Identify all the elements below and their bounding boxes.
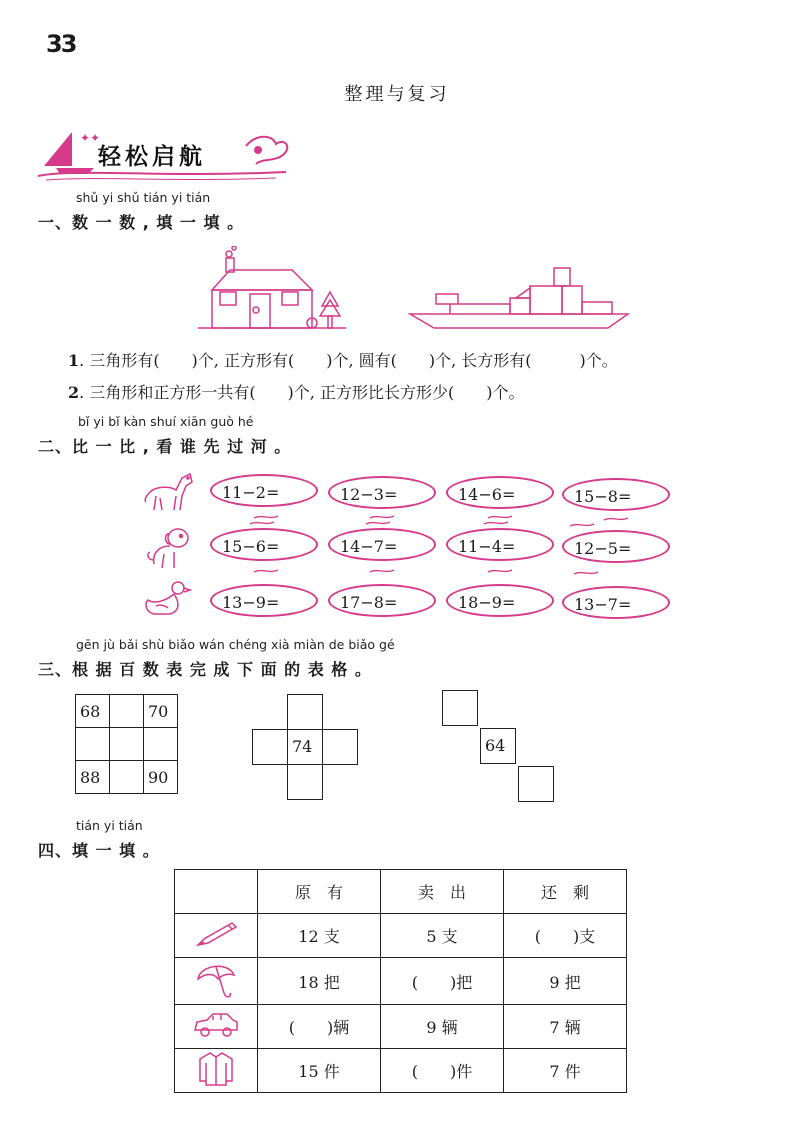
grid-cell: 88 (76, 761, 110, 794)
question-2: 2. 三角形和正方形一共有( )个, 正方形比长方形少( )个。 (68, 383, 525, 402)
cross-grid (252, 694, 358, 800)
section2-heading: 二、比 一 比 , 看 谁 先 过 河 。 (38, 437, 292, 456)
section-banner (36, 128, 296, 184)
question-1: 1. 三角形有( )个, 正方形有( )个, 圆有( )个, 长方形有( )个。 (68, 351, 618, 370)
grid-cell[interactable] (110, 761, 144, 794)
pencil-icon (175, 914, 258, 958)
fill-in-table (174, 869, 627, 1093)
blank-spacer (480, 764, 484, 800)
equation-r1c2: 12−3= (328, 476, 436, 509)
water-ripples (210, 474, 680, 624)
table-cell: 5 支 (381, 914, 504, 958)
table-header (175, 870, 258, 914)
grid-cell[interactable] (287, 764, 323, 800)
equation-rows (210, 474, 680, 624)
grid-cell[interactable] (287, 694, 323, 730)
equation-r2c1: 15−6= (210, 528, 318, 561)
duck-icon (142, 578, 194, 618)
section1-heading: 一、数 一 数 , 填 一 填 。 (38, 213, 245, 232)
grid-cell: 70 (144, 695, 178, 728)
section4-heading: 四、填 一 填 。 (38, 841, 160, 860)
table-row (175, 958, 627, 1005)
stair-grid (442, 690, 558, 804)
page-number: 33 (46, 30, 76, 58)
banner-text: 轻松启航 (98, 144, 206, 170)
table-cell[interactable]: ( )支 (504, 914, 627, 958)
section3-pinyin: gēn jù bǎi shù biǎo wán chéng xià miàn de biǎo gé (76, 637, 395, 652)
page-title: 整理与复习 (344, 84, 450, 105)
grid-cell[interactable] (252, 729, 288, 765)
table-cell: 15 件 (258, 1049, 381, 1093)
house-figure (196, 246, 356, 334)
table-cell: 18 把 (258, 958, 381, 1005)
equation-r1c3: 14−6= (446, 476, 554, 509)
grid-cell[interactable] (322, 729, 358, 765)
equation-r2c3: 11−4= (446, 528, 554, 561)
table-cell: 9 把 (504, 958, 627, 1005)
table-header: 卖 出 (381, 870, 504, 914)
table-row (175, 1005, 627, 1049)
table-header-row (175, 870, 627, 914)
ship-figure (406, 262, 636, 332)
table-cell: 7 辆 (504, 1005, 627, 1049)
equation-r1c1: 11−2= (210, 474, 318, 507)
table-cell: 9 辆 (381, 1005, 504, 1049)
umbrella-icon (175, 958, 258, 1005)
table-header: 还 剩 (504, 870, 627, 914)
equation-r2c4: 12−5= (562, 530, 670, 563)
equation-r3c1: 13−9= (210, 584, 318, 617)
car-icon (175, 1005, 258, 1049)
table-cell[interactable]: ( )件 (381, 1049, 504, 1093)
section4-pinyin: tián yi tián (76, 818, 143, 833)
equation-r2c2: 14−7= (328, 528, 436, 561)
grid-cell: 74 (287, 729, 323, 765)
grid-cell: 64 (480, 728, 516, 764)
table-row (175, 914, 627, 958)
equation-r3c4: 13−7= (562, 586, 670, 619)
table-cell: 12 支 (258, 914, 381, 958)
grid-cell[interactable] (442, 690, 478, 726)
grid-cell: 68 (76, 695, 110, 728)
grid-cell[interactable] (518, 766, 554, 802)
equation-r3c3: 18−9= (446, 584, 554, 617)
grid-cell[interactable] (110, 728, 144, 761)
dog-icon (144, 524, 196, 572)
table-cell[interactable]: ( )辆 (258, 1005, 381, 1049)
section2-pinyin: bǐ yi bǐ kàn shuí xiān guò hé (78, 414, 254, 429)
section1-pinyin: shǔ yi shǔ tián yi tián (76, 190, 211, 205)
jacket-icon (175, 1049, 258, 1093)
grid-cell[interactable] (76, 728, 110, 761)
blank-spacer (480, 690, 516, 726)
section3-heading: 三、根 据 百 数 表 完 成 下 面 的 表 格 。 (38, 660, 372, 679)
table-cell[interactable]: ( )把 (381, 958, 504, 1005)
grid-cell: 90 (144, 761, 178, 794)
table-cell: 7 件 (504, 1049, 627, 1093)
svg-text:✦✦: ✦✦ (80, 131, 101, 145)
table-row (175, 1049, 627, 1093)
equation-r3c2: 17−8= (328, 584, 436, 617)
grid-cell[interactable] (110, 695, 144, 728)
equation-r1c4: 15−8= (562, 478, 670, 511)
horse-icon (142, 470, 198, 516)
hundred-grid-3x3 (75, 694, 178, 794)
grid-cell[interactable] (144, 728, 178, 761)
table-header: 原 有 (258, 870, 381, 914)
